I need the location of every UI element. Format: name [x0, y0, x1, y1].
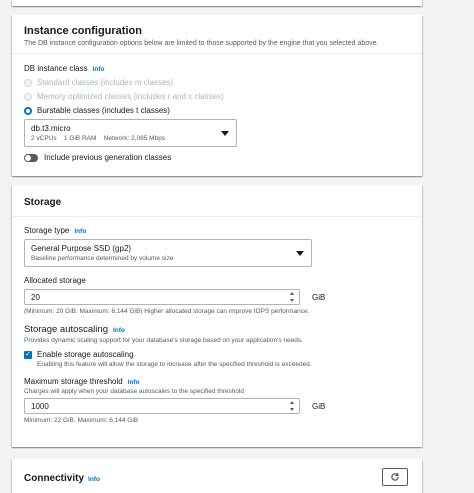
connectivity-title: Connectivity	[24, 473, 85, 484]
instance-class-vcpus: 2 vCPUs	[31, 135, 57, 142]
storage-autoscaling-info-link[interactable]: Info	[112, 327, 125, 334]
storage-panel	[12, 185, 422, 447]
enable-autoscaling-row[interactable]	[24, 350, 410, 369]
previous-generation-toggle-row[interactable]	[24, 153, 410, 162]
instance-configuration-panel	[12, 15, 422, 176]
instance-configuration-header	[12, 15, 422, 54]
db-instance-class-label: DB instance class	[24, 64, 88, 73]
max-threshold-hint: Minimum: 22 GiB. Maximum: 6,144 GiB	[24, 417, 139, 425]
max-threshold-stepper[interactable]	[288, 401, 295, 411]
storage-type-sub: Baseline performance determined by volume size	[31, 255, 174, 262]
storage-autoscaling-title: Storage autoscaling	[24, 324, 108, 335]
radio-burstable-label: Burstable classes (includes t classes)	[37, 106, 170, 115]
db-instance-class-label-row	[24, 64, 410, 73]
stepper-down-icon[interactable]	[290, 408, 294, 411]
radio-burstable-classes[interactable]	[24, 106, 410, 115]
max-threshold-label: Maximum storage threshold	[24, 377, 123, 387]
allocated-storage-row	[24, 289, 410, 305]
instance-configuration-title: Instance configuration	[24, 25, 142, 37]
storage-autoscaling-heading-row	[24, 324, 410, 335]
previous-generation-toggle-label: Include previous generation classes	[44, 153, 172, 162]
storage-title: Storage	[24, 197, 62, 208]
radio-standard-classes[interactable]	[24, 78, 410, 87]
max-threshold-description: Charges will apply when your database autoscales to the specified threshold	[24, 388, 245, 396]
allocated-storage-hint: (Minimum: 20 GiB. Maximum: 6,144 GiB) Higher allocated storage can improve IOPS performance.	[24, 308, 310, 315]
enable-autoscaling-checkbox[interactable]: ✓	[25, 351, 31, 358]
instance-class-select[interactable]	[24, 119, 237, 147]
allocated-storage-input[interactable]	[24, 289, 300, 305]
radio-standard-indicator[interactable]	[24, 79, 32, 87]
radio-memory-indicator[interactable]	[24, 93, 32, 101]
storage-type-info-link[interactable]: Info	[74, 228, 87, 235]
storage-type-label: Storage type	[24, 226, 70, 235]
storage-type-label-row	[24, 226, 410, 235]
allocated-storage-value: 20	[31, 292, 40, 302]
instance-configuration-description: The DB instance configuration options below are limited to those supported by the engine that you selected above.	[24, 40, 379, 47]
stepper-down-icon[interactable]	[290, 299, 294, 302]
instance-configuration-body	[12, 54, 422, 172]
enable-autoscaling-text	[37, 350, 312, 369]
max-threshold-row	[24, 398, 410, 414]
stepper-up-icon[interactable]	[290, 292, 294, 295]
instance-class-network: Network: 2,085 Mbps	[103, 135, 166, 142]
max-threshold-info-link[interactable]: Info	[127, 379, 140, 387]
storage-autoscaling-description: Provides dynamic scaling support for your database's storage based on your application's needs.	[24, 337, 303, 344]
storage-type-select[interactable]	[24, 239, 312, 267]
connectivity-header	[12, 459, 422, 484]
radio-burstable-indicator[interactable]	[24, 107, 32, 115]
previous-generation-toggle[interactable]	[24, 154, 38, 162]
max-threshold-input[interactable]	[24, 398, 300, 414]
max-threshold-label-row	[24, 377, 410, 386]
instance-class-value: db.t3.micro	[31, 124, 71, 133]
instance-class-ram: 1 GiB RAM	[63, 135, 97, 142]
allocated-storage-stepper[interactable]	[288, 292, 295, 302]
refresh-button[interactable]	[382, 468, 408, 486]
storage-header	[12, 185, 422, 217]
max-threshold-value: 1000	[31, 401, 49, 411]
db-instance-class-info-link[interactable]: Info	[92, 66, 105, 73]
chevron-down-icon	[296, 251, 304, 256]
connectivity-info-link[interactable]: Info	[88, 476, 100, 483]
instance-class-specs	[31, 135, 230, 142]
radio-standard-label: Standard classes (includes m classes)	[37, 78, 174, 87]
allocated-storage-label: Allocated storage	[24, 276, 86, 285]
radio-memory-label: Memory optimized classes (includes r and x classes)	[37, 92, 224, 101]
allocated-storage-unit: GiB	[312, 292, 326, 302]
radio-memory-optimized-classes[interactable]	[24, 92, 410, 101]
enable-autoscaling-label: Enable storage autoscaling	[37, 350, 134, 359]
connectivity-panel	[12, 459, 422, 493]
storage-type-value: General Purpose SSD (gp2)	[31, 244, 132, 253]
chevron-down-icon	[221, 131, 229, 136]
previous-panel-stub	[12, 0, 422, 6]
refresh-icon	[390, 472, 400, 482]
max-threshold-unit: GiB	[312, 401, 326, 411]
enable-autoscaling-description: Enabling this feature will allow the storage to increase after the specified threshold is exceeded.	[37, 361, 312, 368]
storage-body	[12, 217, 422, 434]
stepper-up-icon[interactable]	[290, 401, 294, 404]
